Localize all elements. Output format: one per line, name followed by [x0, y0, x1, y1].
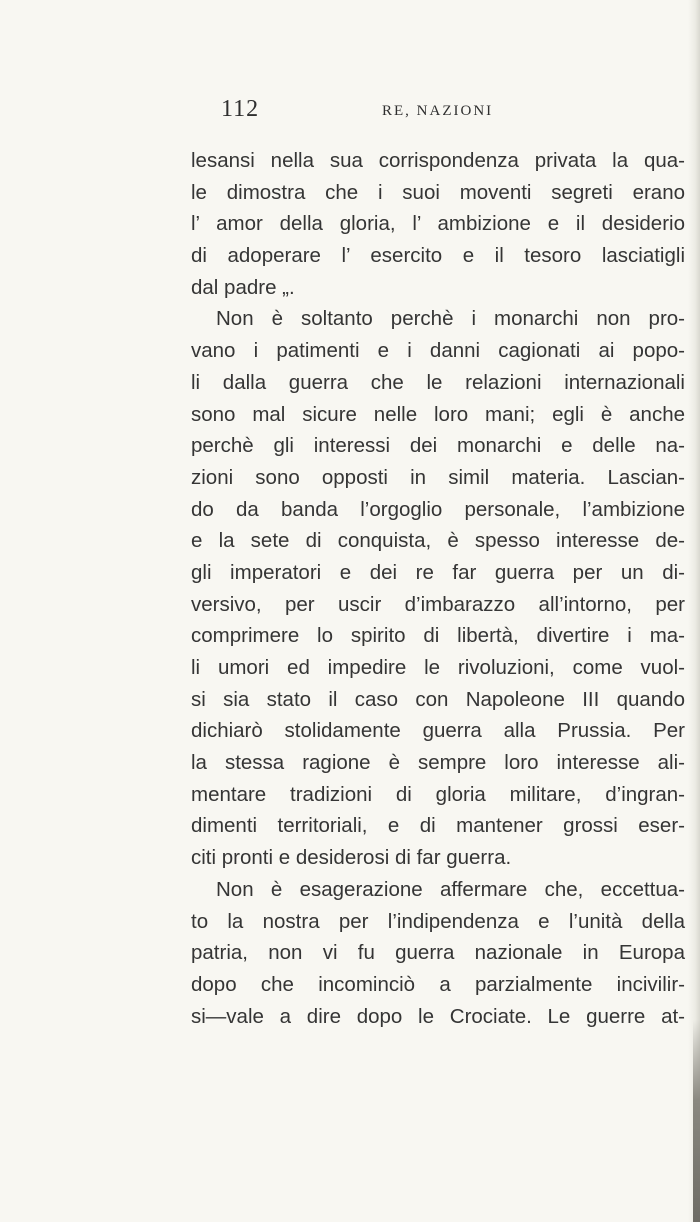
text-line: versivo, per uscir d’imbarazzo all’intorno, per: [191, 592, 685, 616]
text-line: gli imperatori e dei re far guerra per un di-: [191, 560, 685, 584]
text-line: la stessa ragione è sempre loro interesse ali-: [191, 751, 685, 775]
body-text: [191, 145, 685, 1032]
text-line: citi pronti e desiderosi di far guerra.: [191, 846, 512, 870]
text-line: patria, non vi fu guerra nazionale in Europa: [191, 941, 685, 965]
text-line: do da banda l’orgoglio personale, l’ambizione: [191, 497, 685, 521]
text-line: Non è soltanto perchè i monarchi non pro-: [216, 307, 685, 331]
text-line: comprimere lo spirito di libertà, divertire i ma-: [191, 624, 685, 648]
text-line: e la sete di conquista, è spesso interesse de-: [191, 529, 685, 553]
text-line: li dalla guerra che le relazioni internazionali: [191, 370, 685, 394]
page-edge-shadow: [693, 1020, 700, 1222]
text-line: si—vale a dire dopo le Crociate. Le guerre at-: [191, 1004, 685, 1028]
text-line: mentare tradizioni di gloria militare, d’ingran-: [191, 782, 685, 806]
text-line: to la nostra per l’indipendenza e l’unità della: [191, 909, 685, 933]
text-line: l’ amor della gloria, l’ ambizione e il desiderio: [191, 212, 685, 236]
page-number: 112: [221, 96, 260, 122]
text-line: dopo che incominciò a parzialmente incivilir-: [191, 972, 685, 996]
paragraph: [191, 145, 685, 303]
text-line: zioni sono opposti in simil materia. Lascian-: [191, 465, 685, 489]
text-line: dichiarò stolidamente guerra alla Prussia. Per: [191, 719, 685, 743]
text-line: Non è esagerazione affermare che, eccettua-: [216, 877, 685, 901]
paragraph: [191, 303, 685, 873]
page-header: [0, 96, 700, 126]
text-line: si sia stato il caso con Napoleone III quando: [191, 687, 685, 711]
text-line: dal padre „.: [191, 275, 295, 299]
text-line: sono mal sicure nelle loro mani; egli è anche: [191, 402, 685, 426]
text-line: li umori ed impedire le rivoluzioni, come vuol-: [191, 656, 685, 679]
text-line: di adoperare l’ esercito e il tesoro lasciatigli: [191, 244, 685, 268]
text-line: perchè gli interessi dei monarchi e delle na-: [191, 434, 685, 458]
text-line: vano i patimenti e i danni cagionati ai popo-: [191, 339, 685, 363]
paragraph: [191, 874, 685, 1032]
text-line: lesansi nella sua corrispondenza privata la qua-: [191, 149, 685, 172]
text-line: le dimostra che i suoi moventi segreti erano: [191, 180, 685, 204]
text-line: dimenti territoriali, e di mantener grossi eser-: [191, 814, 685, 838]
running-head: RE, NAZIONI: [382, 103, 494, 119]
